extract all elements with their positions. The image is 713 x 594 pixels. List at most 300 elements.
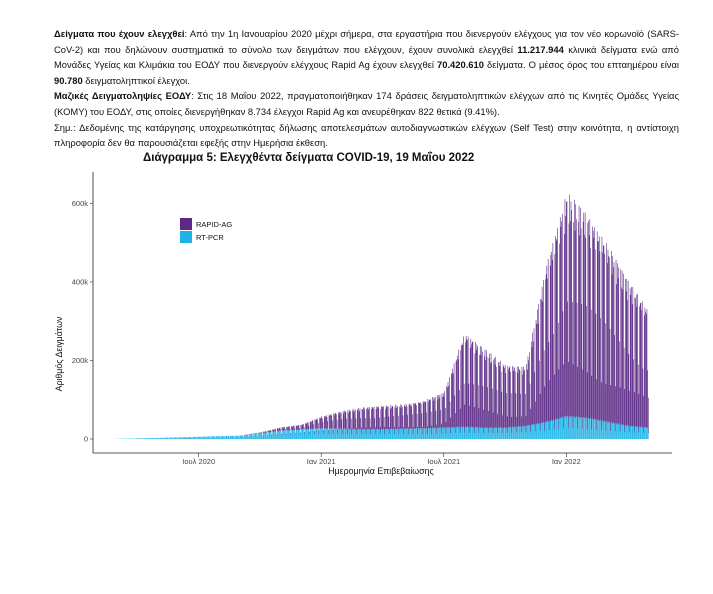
- bar-rapid-ag: [334, 415, 335, 429]
- bar-rt-pcr: [615, 431, 616, 439]
- bar-rapid-ag: [572, 302, 573, 416]
- bar-rt-pcr: [382, 429, 383, 439]
- bar-rapid-ag: [556, 239, 557, 419]
- bar-rapid-ag: [372, 407, 373, 429]
- bar-rt-pcr: [186, 437, 187, 439]
- bar-rt-pcr: [364, 429, 365, 439]
- bar-rapid-ag: [491, 353, 492, 427]
- bar-rt-pcr: [162, 438, 163, 439]
- bar-rapid-ag: [360, 418, 361, 429]
- bar-rapid-ag: [542, 287, 543, 422]
- bar-rt-pcr: [247, 435, 248, 439]
- bar-rapid-ag: [318, 423, 319, 429]
- bar-rt-pcr: [405, 429, 406, 439]
- bar-rapid-ag: [578, 222, 579, 418]
- bar-rapid-ag: [332, 421, 333, 429]
- bar-rt-pcr: [453, 427, 454, 439]
- bar-rapid-ag: [520, 394, 521, 426]
- bar-rt-pcr: [395, 429, 396, 439]
- bar-rapid-ag: [643, 369, 644, 428]
- bar-rt-pcr: [606, 431, 607, 439]
- bar-rapid-ag: [643, 396, 644, 433]
- bar-rt-pcr: [144, 438, 145, 439]
- bar-rt-pcr: [411, 429, 412, 439]
- bar-rapid-ag: [501, 392, 502, 428]
- bar-rt-pcr: [161, 438, 162, 439]
- bar-rapid-ag: [641, 303, 642, 427]
- bar-rapid-ag: [494, 358, 495, 428]
- bar-rt-pcr: [378, 429, 379, 439]
- bar-rt-pcr: [551, 420, 552, 439]
- bar-rt-pcr: [598, 421, 599, 439]
- bar-rt-pcr: [372, 429, 373, 439]
- bar-rt-pcr: [156, 438, 157, 439]
- bar-rapid-ag: [389, 427, 390, 434]
- x-tick-label: Ιουλ 2020: [182, 457, 216, 466]
- bar-rapid-ag: [595, 249, 596, 419]
- bar-rt-pcr: [641, 427, 642, 439]
- bar-rapid-ag: [337, 420, 338, 429]
- bar-rt-pcr: [558, 418, 559, 439]
- bar-rt-pcr: [160, 438, 161, 439]
- bar-rt-pcr: [169, 438, 170, 439]
- bar-rapid-ag: [617, 263, 618, 424]
- bar-rapid-ag: [542, 302, 543, 423]
- bar-rapid-ag: [440, 394, 441, 427]
- bar-rapid-ag: [470, 348, 471, 427]
- bar-rapid-ag: [288, 426, 289, 430]
- bar-rt-pcr: [552, 421, 553, 439]
- bar-rt-pcr: [424, 429, 425, 439]
- bar-rt-pcr: [260, 433, 261, 439]
- bar-rt-pcr: [354, 429, 355, 439]
- bar-rapid-ag: [477, 346, 478, 427]
- bar-rt-pcr: [204, 437, 205, 439]
- bar-rapid-ag: [341, 413, 342, 429]
- bar-rt-pcr: [532, 424, 533, 439]
- bar-rapid-ag: [501, 372, 502, 428]
- bar-rt-pcr: [368, 429, 369, 439]
- bar-rapid-ag: [485, 360, 486, 427]
- bar-rt-pcr: [479, 427, 480, 439]
- bar-rt-pcr: [397, 430, 398, 439]
- bar-rapid-ag: [314, 431, 315, 434]
- bar-rt-pcr: [441, 434, 442, 439]
- bar-rt-pcr: [243, 435, 244, 439]
- bar-rt-pcr: [161, 438, 162, 439]
- bar-rt-pcr: [610, 423, 611, 439]
- bar-rt-pcr: [203, 437, 204, 439]
- bar-rt-pcr: [460, 433, 461, 439]
- bar-rapid-ag: [644, 316, 645, 427]
- bar-rapid-ag: [342, 429, 343, 434]
- bar-rt-pcr: [506, 428, 507, 439]
- bar-rapid-ag: [315, 420, 316, 430]
- bar-rt-pcr: [272, 436, 273, 439]
- bar-rt-pcr: [418, 428, 419, 439]
- bar-rt-pcr: [628, 425, 629, 439]
- bar-rt-pcr: [202, 437, 203, 439]
- bar-rapid-ag: [530, 409, 531, 432]
- bar-rapid-ag: [399, 427, 400, 434]
- bar-rt-pcr: [491, 428, 492, 439]
- bar-rt-pcr: [385, 430, 386, 439]
- bar-rt-pcr: [386, 429, 387, 439]
- bar-rt-pcr: [517, 427, 518, 439]
- bar-rt-pcr: [514, 427, 515, 439]
- bar-rt-pcr: [255, 434, 256, 439]
- bar-rt-pcr: [493, 427, 494, 439]
- bar-rapid-ag: [612, 256, 613, 424]
- bar-rt-pcr: [192, 437, 193, 439]
- bar-rt-pcr: [346, 429, 347, 439]
- bar-rt-pcr: [188, 437, 189, 439]
- bar-rt-pcr: [391, 429, 392, 439]
- bar-rt-pcr: [141, 438, 142, 439]
- bar-rapid-ag: [417, 427, 418, 434]
- bar-rt-pcr: [341, 429, 342, 439]
- bar-rapid-ag: [409, 405, 410, 429]
- bar-rapid-ag: [626, 291, 627, 425]
- bar-rt-pcr: [469, 428, 470, 439]
- bar-rapid-ag: [319, 418, 320, 429]
- bar-rt-pcr: [413, 429, 414, 439]
- bar-rapid-ag: [598, 241, 599, 419]
- bar-rapid-ag: [437, 395, 438, 428]
- bar-rt-pcr: [588, 418, 589, 439]
- bar-rapid-ag: [311, 421, 312, 429]
- bar-rapid-ag: [374, 407, 375, 430]
- bar-rt-pcr: [419, 429, 420, 439]
- bar-rt-pcr: [273, 432, 274, 439]
- bar-rapid-ag: [602, 237, 603, 421]
- bar-rt-pcr: [325, 428, 326, 439]
- bar-rt-pcr: [648, 433, 649, 439]
- bar-rt-pcr: [208, 437, 209, 439]
- bar-rt-pcr: [500, 427, 501, 439]
- bar-rapid-ag: [619, 341, 620, 424]
- bar-rt-pcr: [542, 422, 543, 439]
- bar-rapid-ag: [371, 409, 372, 430]
- bar-rapid-ag: [541, 299, 542, 422]
- bar-rapid-ag: [397, 407, 398, 429]
- bar-rapid-ag: [274, 430, 275, 432]
- bar-rt-pcr: [136, 438, 137, 439]
- bar-rt-pcr: [489, 427, 490, 439]
- bar-rt-pcr: [253, 434, 254, 439]
- bar-rt-pcr: [225, 438, 226, 439]
- bar-rt-pcr: [179, 437, 180, 439]
- bar-rapid-ag: [576, 219, 577, 416]
- bar-rt-pcr: [233, 436, 234, 439]
- bar-rt-pcr: [268, 432, 269, 439]
- bar-rapid-ag: [630, 288, 631, 425]
- bar-rt-pcr: [375, 434, 376, 439]
- bar-rapid-ag: [430, 400, 431, 428]
- bar-rapid-ag: [419, 403, 420, 428]
- bar-rt-pcr: [307, 429, 308, 439]
- bar-rt-pcr: [520, 427, 521, 439]
- bar-rt-pcr: [196, 437, 197, 439]
- bar-rapid-ag: [467, 339, 468, 427]
- bar-rapid-ag: [401, 408, 402, 429]
- bar-rt-pcr: [138, 438, 139, 439]
- bar-rt-pcr: [508, 427, 509, 439]
- bar-rt-pcr: [379, 429, 380, 439]
- bar-rt-pcr: [183, 437, 184, 439]
- bar-rapid-ag: [493, 413, 494, 434]
- bar-rapid-ag: [432, 397, 433, 428]
- bar-rt-pcr: [415, 429, 416, 439]
- bar-rapid-ag: [590, 219, 591, 419]
- bar-rt-pcr: [557, 419, 558, 439]
- bar-rt-pcr: [288, 431, 289, 439]
- bar-rapid-ag: [452, 369, 453, 428]
- bar-rapid-ag: [301, 425, 302, 430]
- bar-rt-pcr: [586, 418, 587, 439]
- bar-rapid-ag: [492, 389, 493, 428]
- bar-rapid-ag: [309, 432, 310, 434]
- bar-rapid-ag: [625, 279, 626, 425]
- bar-rapid-ag: [550, 266, 551, 422]
- bar-rt-pcr: [202, 437, 203, 439]
- bar-rt-pcr: [357, 429, 358, 439]
- bar-rapid-ag: [415, 404, 416, 428]
- bar-rt-pcr: [609, 422, 610, 439]
- bar-rapid-ag: [549, 342, 550, 421]
- bar-rapid-ag: [639, 306, 640, 426]
- bar-rapid-ag: [289, 426, 290, 430]
- bar-rt-pcr: [283, 431, 284, 439]
- bar-rt-pcr: [415, 429, 416, 439]
- bar-rapid-ag: [305, 432, 306, 434]
- bar-rt-pcr: [372, 429, 373, 439]
- bar-rapid-ag: [419, 403, 420, 429]
- bar-rt-pcr: [237, 436, 238, 439]
- bar-rapid-ag: [413, 427, 414, 434]
- bar-rapid-ag: [502, 415, 503, 433]
- bar-rapid-ag: [362, 409, 363, 430]
- bar-rapid-ag: [364, 410, 365, 429]
- bar-rt-pcr: [395, 429, 396, 439]
- x-tick-label: Ιαν 2022: [551, 457, 581, 466]
- bar-rapid-ag: [451, 373, 452, 427]
- bar-rt-pcr: [623, 424, 624, 439]
- bar-rapid-ag: [394, 427, 395, 434]
- bar-rapid-ag: [351, 419, 352, 429]
- bar-rt-pcr: [463, 427, 464, 439]
- bar-rapid-ag: [560, 217, 561, 417]
- bar-rapid-ag: [547, 266, 548, 422]
- bar-rt-pcr: [290, 435, 291, 439]
- bar-rt-pcr: [222, 436, 223, 439]
- bar-rapid-ag: [577, 367, 578, 429]
- bar-rapid-ag: [270, 430, 271, 432]
- bar-rt-pcr: [236, 436, 237, 439]
- bar-rapid-ag: [297, 426, 298, 430]
- bar-rt-pcr: [269, 433, 270, 439]
- bar-rapid-ag: [443, 393, 444, 428]
- bar-rt-pcr: [562, 417, 563, 439]
- bar-rapid-ag: [305, 423, 306, 429]
- bar-rapid-ag: [363, 407, 364, 428]
- bar-rt-pcr: [614, 424, 615, 439]
- bar-rt-pcr: [481, 428, 482, 439]
- bar-rapid-ag: [486, 350, 487, 427]
- bar-rapid-ag: [376, 409, 377, 430]
- bar-rt-pcr: [244, 435, 245, 439]
- bar-rapid-ag: [288, 427, 289, 431]
- bar-rt-pcr: [504, 427, 505, 439]
- bar-rapid-ag: [554, 375, 555, 430]
- bar-rapid-ag: [575, 204, 576, 418]
- bar-rapid-ag: [333, 413, 334, 428]
- bar-rt-pcr: [189, 437, 190, 439]
- bar-rapid-ag: [629, 391, 630, 433]
- bar-rt-pcr: [185, 437, 186, 439]
- bar-rapid-ag: [579, 206, 580, 417]
- bar-rt-pcr: [370, 429, 371, 439]
- bar-rapid-ag: [528, 360, 529, 425]
- bar-rt-pcr: [313, 429, 314, 439]
- bar-rt-pcr: [599, 421, 600, 439]
- bar-rapid-ag: [395, 408, 396, 430]
- bar-rapid-ag: [287, 427, 288, 431]
- bar-rapid-ag: [588, 221, 589, 418]
- bar-rapid-ag: [255, 433, 256, 434]
- bar-rt-pcr: [450, 428, 451, 439]
- bar-rapid-ag: [598, 241, 599, 421]
- bar-rt-pcr: [255, 434, 256, 439]
- bar-rapid-ag: [503, 367, 504, 428]
- bar-rt-pcr: [434, 429, 435, 439]
- bar-rapid-ag: [368, 407, 369, 429]
- bar-rt-pcr: [252, 434, 253, 439]
- bar-rt-pcr: [387, 430, 388, 439]
- bar-rapid-ag: [479, 408, 480, 433]
- bar-rt-pcr: [216, 436, 217, 439]
- bar-rt-pcr: [487, 428, 488, 439]
- bar-rapid-ag: [327, 417, 328, 429]
- paragraph-note: Σημ.: Δεδομένης της κατάργησης υποχρεωτικότητας δήλωσης αποτελεσμάτων αυτοδιαγνωστικών ελέγχων (Self Test) στην κοινότητα, η αντίστοιχη πληροφορία δεν θα παρουσιάζεται εφεξής στην Ημερήσια έκθεση.: [54, 121, 679, 149]
- bar-rt-pcr: [350, 429, 351, 439]
- bar-rapid-ag: [527, 370, 528, 426]
- bar-rt-pcr: [200, 437, 201, 439]
- bar-rapid-ag: [309, 426, 310, 430]
- bar-rt-pcr: [568, 428, 569, 439]
- bar-rapid-ag: [273, 429, 274, 431]
- bar-rt-pcr: [478, 428, 479, 439]
- bar-rapid-ag: [435, 397, 436, 428]
- bar-rapid-ag: [391, 408, 392, 429]
- bar-rapid-ag: [631, 287, 632, 427]
- bar-rt-pcr: [537, 423, 538, 439]
- y-axis-label: Αριθμός Δειγμάτων: [54, 316, 64, 392]
- bar-rapid-ag: [434, 397, 435, 428]
- bar-rt-pcr: [421, 428, 422, 439]
- bar-rapid-ag: [528, 356, 529, 424]
- bar-rapid-ag: [549, 380, 550, 430]
- bar-rt-pcr: [407, 428, 408, 439]
- bar-rt-pcr: [342, 434, 343, 439]
- bar-rt-pcr: [295, 434, 296, 439]
- bar-rt-pcr: [522, 426, 523, 439]
- bar-rt-pcr: [345, 429, 346, 439]
- bar-rt-pcr: [412, 428, 413, 439]
- bar-rt-pcr: [231, 436, 232, 439]
- bar-rt-pcr: [259, 434, 260, 439]
- bar-rt-pcr: [563, 428, 564, 439]
- bar-rapid-ag: [346, 419, 347, 429]
- bar-rt-pcr: [337, 434, 338, 439]
- bar-rapid-ag: [557, 228, 558, 419]
- bar-rapid-ag: [563, 364, 564, 428]
- bar-rt-pcr: [603, 422, 604, 439]
- bar-rapid-ag: [386, 405, 387, 429]
- bar-rapid-ag: [534, 372, 535, 424]
- bar-rapid-ag: [567, 302, 568, 416]
- bar-rapid-ag: [444, 391, 445, 427]
- bar-rt-pcr: [311, 429, 312, 439]
- bar-rt-pcr: [497, 433, 498, 439]
- bar-rt-pcr: [425, 429, 426, 439]
- bar-rt-pcr: [644, 427, 645, 439]
- bar-rt-pcr: [153, 438, 154, 439]
- bar-rt-pcr: [313, 429, 314, 439]
- bar-rapid-ag: [368, 409, 369, 429]
- bar-rapid-ag: [404, 406, 405, 429]
- bar-rapid-ag: [495, 357, 496, 427]
- bar-rt-pcr: [399, 429, 400, 439]
- bar-rapid-ag: [544, 386, 545, 430]
- bar-rt-pcr: [347, 434, 348, 439]
- bar-rapid-ag: [414, 403, 415, 428]
- bar-rt-pcr: [585, 419, 586, 439]
- bar-rapid-ag: [330, 415, 331, 429]
- bar-rapid-ag: [327, 421, 328, 428]
- bar-rt-pcr: [538, 424, 539, 439]
- y-tick-label: 400k: [71, 277, 88, 287]
- legend: [180, 218, 232, 243]
- bar-rt-pcr: [321, 428, 322, 439]
- bar-rt-pcr: [536, 424, 537, 439]
- bar-rapid-ag: [356, 428, 357, 434]
- y-tick-label: 0: [83, 434, 88, 444]
- bar-rapid-ag: [532, 333, 533, 424]
- bar-rt-pcr: [570, 416, 571, 439]
- bar-rapid-ag: [569, 223, 570, 417]
- bar-rapid-ag: [454, 363, 455, 427]
- bar-rt-pcr: [285, 431, 286, 439]
- bar-rt-pcr: [390, 429, 391, 439]
- bar-rt-pcr: [223, 436, 224, 439]
- bar-rt-pcr: [475, 427, 476, 439]
- bar-rt-pcr: [196, 438, 197, 439]
- bar-rapid-ag: [614, 262, 615, 423]
- bar-rt-pcr: [520, 426, 521, 439]
- bar-rt-pcr: [404, 429, 405, 439]
- bar-rt-pcr: [235, 436, 236, 439]
- bar-rt-pcr: [292, 430, 293, 439]
- bar-rapid-ag: [483, 410, 484, 433]
- bar-rt-pcr: [306, 430, 307, 439]
- bar-rt-pcr: [541, 423, 542, 439]
- bar-rt-pcr: [335, 428, 336, 439]
- bar-rapid-ag: [487, 357, 488, 428]
- bar-rt-pcr: [560, 417, 561, 439]
- bar-rt-pcr: [547, 422, 548, 439]
- bar-rt-pcr: [633, 427, 634, 439]
